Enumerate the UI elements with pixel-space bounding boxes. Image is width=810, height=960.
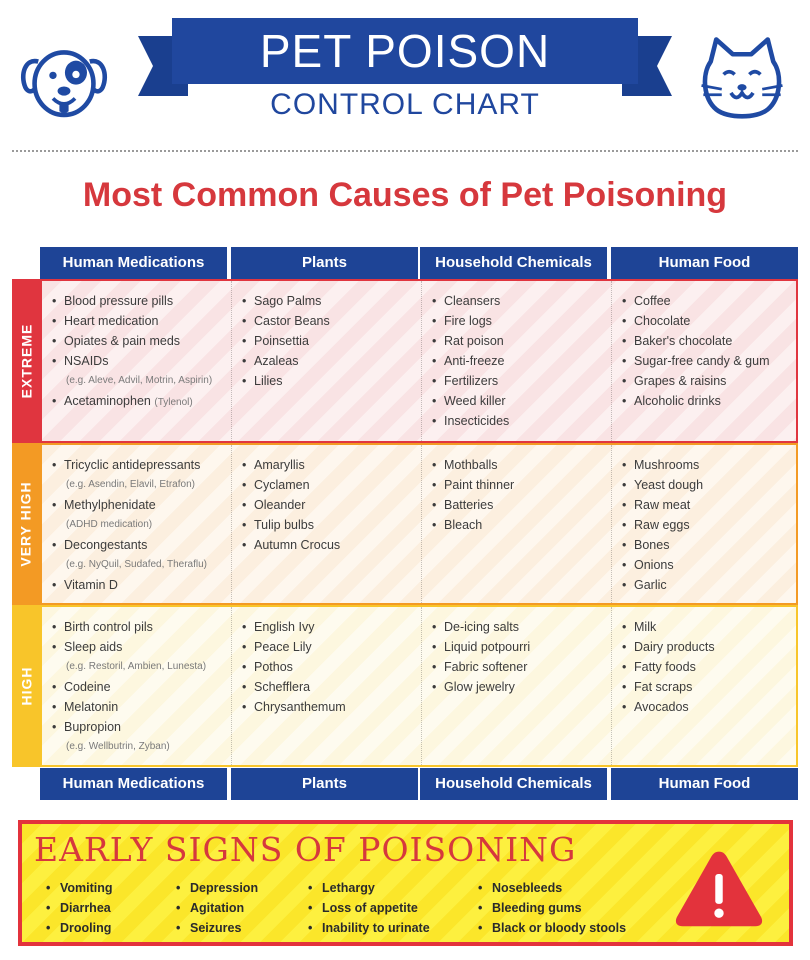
list-item-text: Garlic [634, 578, 667, 592]
list-item [432, 351, 611, 371]
list-item-text: Fat scraps [634, 680, 693, 694]
list-item [622, 351, 798, 371]
list-item [52, 617, 231, 637]
list-item [242, 677, 421, 697]
list-item [52, 677, 231, 697]
list-item [432, 515, 611, 535]
list-item [52, 391, 231, 413]
sign-item: • Diarrhea [46, 898, 113, 918]
category-header-human-food: Human Food [611, 768, 798, 800]
list-item-note: (e.g. Aleve, Advil, Motrin, Aspirin) [66, 375, 213, 386]
list-item-text: Autumn Crocus [254, 538, 341, 552]
list-item [622, 535, 798, 555]
severity-band-extreme [12, 279, 798, 443]
list-item [432, 411, 611, 431]
list-item-note: (Tylenol) [154, 397, 193, 408]
list-item [622, 697, 798, 717]
cat-face-icon [696, 34, 788, 126]
list-item [622, 657, 798, 677]
list-item [432, 455, 611, 475]
list-item [432, 331, 611, 351]
list-item [432, 391, 611, 411]
list-item-text: Fertilizers [444, 374, 499, 388]
list-item-text: Sugar-free candy & gum [634, 354, 770, 368]
sign-item: • Seizures [176, 918, 258, 938]
list-item [432, 657, 611, 677]
list-item [622, 331, 798, 351]
list-item-text: Mushrooms [634, 458, 700, 472]
list-item-text: Coffee [634, 294, 671, 308]
list-item [52, 351, 231, 371]
sign-item: • Inability to urinate [308, 918, 430, 938]
category-header-row-top [40, 247, 798, 279]
list-item [432, 475, 611, 495]
list-item-text: Heart medication [64, 314, 159, 328]
list-item-text: Sago Palms [254, 294, 322, 308]
list-item [432, 677, 611, 697]
list-item [242, 371, 421, 391]
list-item-text: Methylphenidate [64, 498, 156, 512]
list-item-text: Raw eggs [634, 518, 690, 532]
list-item-text: Pothos [254, 660, 293, 674]
list-item [242, 535, 421, 555]
category-header-row-bottom [40, 768, 798, 800]
early-signs-panel [18, 820, 793, 946]
sign-item: • Vomiting [46, 878, 113, 898]
list-item-text: Raw meat [634, 498, 691, 512]
signs-column [478, 878, 626, 938]
severity-label-text: EXTREME [18, 323, 34, 399]
list-item-text: Bupropion [64, 720, 121, 734]
list-item-text: NSAIDs [64, 354, 109, 368]
list-item [242, 637, 421, 657]
list-item-text: Glow jewelry [444, 680, 515, 694]
list-item [432, 617, 611, 637]
list-item-text: Fatty foods [634, 660, 696, 674]
list-item-note: (e.g. Restoril, Ambien, Lunesta) [66, 661, 207, 672]
list-item-text: Codeine [64, 680, 111, 694]
page-subtitle: CONTROL CHART [270, 88, 540, 121]
list-item-text: Sleep aids [64, 640, 123, 654]
list-item-text: Paint thinner [444, 478, 515, 492]
sign-item: • Agitation [176, 898, 258, 918]
list-item-text: Grapes & raisins [634, 374, 727, 388]
cell-plants [231, 445, 421, 603]
list-item [432, 291, 611, 311]
list-item-text: Castor Beans [254, 314, 330, 328]
signs-column [46, 878, 113, 938]
list-item [622, 555, 798, 575]
list-item [52, 717, 231, 737]
cell-human-food [611, 281, 798, 441]
severity-label-high [12, 605, 40, 767]
list-item [242, 515, 421, 535]
category-header-plants: Plants [231, 247, 418, 279]
list-item [242, 495, 421, 515]
severity-band-body [40, 443, 798, 605]
list-item-text: Decongestants [64, 538, 148, 552]
list-item-text: Baker's chocolate [634, 334, 733, 348]
list-item [622, 391, 798, 411]
list-item [52, 697, 231, 717]
list-item [622, 617, 798, 637]
sign-item: • Bleeding gums [478, 898, 626, 918]
list-item [622, 311, 798, 331]
list-item-text: Acetaminophen [64, 394, 151, 408]
list-item [622, 495, 798, 515]
list-item [622, 371, 798, 391]
cell-human-medications [42, 445, 231, 603]
cell-household-chemicals [421, 281, 611, 441]
category-header-human-medications: Human Medications [40, 247, 227, 279]
list-item [242, 311, 421, 331]
severity-band-high [12, 605, 798, 767]
cell-household-chemicals [421, 607, 611, 765]
list-item [622, 455, 798, 475]
page-title: PET POISON [172, 18, 638, 84]
list-item [52, 311, 231, 331]
list-item-text: Yeast dough [634, 478, 704, 492]
list-item-text: Liquid potpourri [444, 640, 531, 654]
list-item-text: Mothballs [444, 458, 498, 472]
list-item-text: Alcoholic drinks [634, 394, 721, 408]
list-item-text: Dairy products [634, 640, 715, 654]
severity-band-very-high [12, 443, 798, 605]
severity-label-very-high [12, 443, 40, 605]
list-item-text: Milk [634, 620, 657, 634]
list-item-text: Insecticides [444, 414, 510, 428]
list-item-text: Chocolate [634, 314, 691, 328]
list-item-note: (e.g. Wellbutrin, Zyban) [66, 741, 170, 752]
list-item [242, 697, 421, 717]
category-header-household-chemicals: Household Chemicals [420, 768, 607, 800]
list-item-text: Tricyclic antidepressants [64, 458, 201, 472]
list-item [432, 637, 611, 657]
severity-label-text: HIGH [18, 666, 34, 706]
list-item [622, 515, 798, 535]
signs-column [176, 878, 258, 938]
list-item-text: Bones [634, 538, 670, 552]
list-item-text: Schefflera [254, 680, 311, 694]
list-item [52, 495, 231, 515]
list-item-note: (ADHD medication) [66, 519, 153, 530]
list-item [242, 475, 421, 495]
list-item-text: Blood pressure pills [64, 294, 174, 308]
list-item [52, 535, 231, 555]
sign-item: • Black or bloody stools [478, 918, 626, 938]
list-item-text: Anti-freeze [444, 354, 505, 368]
section-heading: Most Common Causes of Pet Poisoning [82, 176, 728, 214]
list-item-text: Fabric softener [444, 660, 528, 674]
list-item [242, 617, 421, 637]
warning-triangle-icon [672, 846, 766, 930]
list-item-text: Weed killer [444, 394, 506, 408]
sign-item: • Loss of appetite [308, 898, 430, 918]
list-item-text: Rat poison [444, 334, 504, 348]
list-item-note: (e.g. Asendin, Elavil, Etrafon) [66, 479, 195, 490]
list-item-text: Bleach [444, 518, 483, 532]
list-item-text: Oleander [254, 498, 306, 512]
cell-household-chemicals [421, 445, 611, 603]
severity-band-body [40, 605, 798, 767]
cell-human-medications [42, 607, 231, 765]
list-item [242, 331, 421, 351]
list-item [622, 575, 798, 595]
signs-column [308, 878, 430, 938]
list-item-text: Cyclamen [254, 478, 310, 492]
list-item [242, 657, 421, 677]
category-header-household-chemicals: Household Chemicals [420, 247, 607, 279]
list-item [242, 455, 421, 475]
list-item [52, 291, 231, 311]
list-item [622, 475, 798, 495]
list-item-text: Lilies [254, 374, 283, 388]
sign-item: • Depression [176, 878, 258, 898]
list-item-text: De-icing salts [444, 620, 520, 634]
sign-item: • Lethargy [308, 878, 430, 898]
sign-item: • Drooling [46, 918, 113, 938]
category-header-human-medications: Human Medications [40, 768, 227, 800]
severity-band-body [40, 279, 798, 443]
list-item [622, 291, 798, 311]
category-header-plants: Plants [231, 768, 418, 800]
list-item-text: Peace Lily [254, 640, 312, 654]
list-item-text: Azaleas [254, 354, 299, 368]
list-item-note: (e.g. NyQuil, Sudafed, Theraflu) [66, 559, 207, 570]
category-header-human-food: Human Food [611, 247, 798, 279]
list-item-text: Poinsettia [254, 334, 309, 348]
header-divider [12, 150, 798, 152]
list-item [622, 677, 798, 697]
cell-human-food [611, 445, 798, 603]
list-item-text: Chrysanthemum [254, 700, 346, 714]
dog-face-icon [18, 34, 110, 126]
list-item [52, 637, 231, 657]
list-item-text: Melatonin [64, 700, 119, 714]
severity-label-text: VERY HIGH [18, 481, 34, 567]
list-item [52, 455, 231, 475]
list-item [52, 331, 231, 351]
list-item [432, 495, 611, 515]
early-signs-title: EARLY SIGNS OF POISONING [34, 830, 577, 869]
list-item-text: Avocados [634, 700, 689, 714]
list-item-text: Opiates & pain meds [64, 334, 181, 348]
cell-human-food [611, 607, 798, 765]
list-item [242, 351, 421, 371]
list-item [432, 371, 611, 391]
list-item [432, 311, 611, 331]
cell-plants [231, 607, 421, 765]
cell-plants [231, 281, 421, 441]
list-item-text: Tulip bulbs [254, 518, 314, 532]
list-item-text: Vitamin D [64, 578, 118, 592]
list-item-text: English Ivy [254, 620, 315, 634]
list-item-text: Batteries [444, 498, 494, 512]
list-item-text: Cleansers [444, 294, 501, 308]
list-item-text: Fire logs [444, 314, 492, 328]
list-item-text: Amaryllis [254, 458, 305, 472]
list-item-text: Birth control pils [64, 620, 153, 634]
list-item-text: Onions [634, 558, 674, 572]
sign-item: • Nosebleeds [478, 878, 626, 898]
list-item [242, 291, 421, 311]
list-item [52, 575, 231, 595]
list-item [622, 637, 798, 657]
severity-label-extreme [12, 279, 40, 443]
cell-human-medications [42, 281, 231, 441]
